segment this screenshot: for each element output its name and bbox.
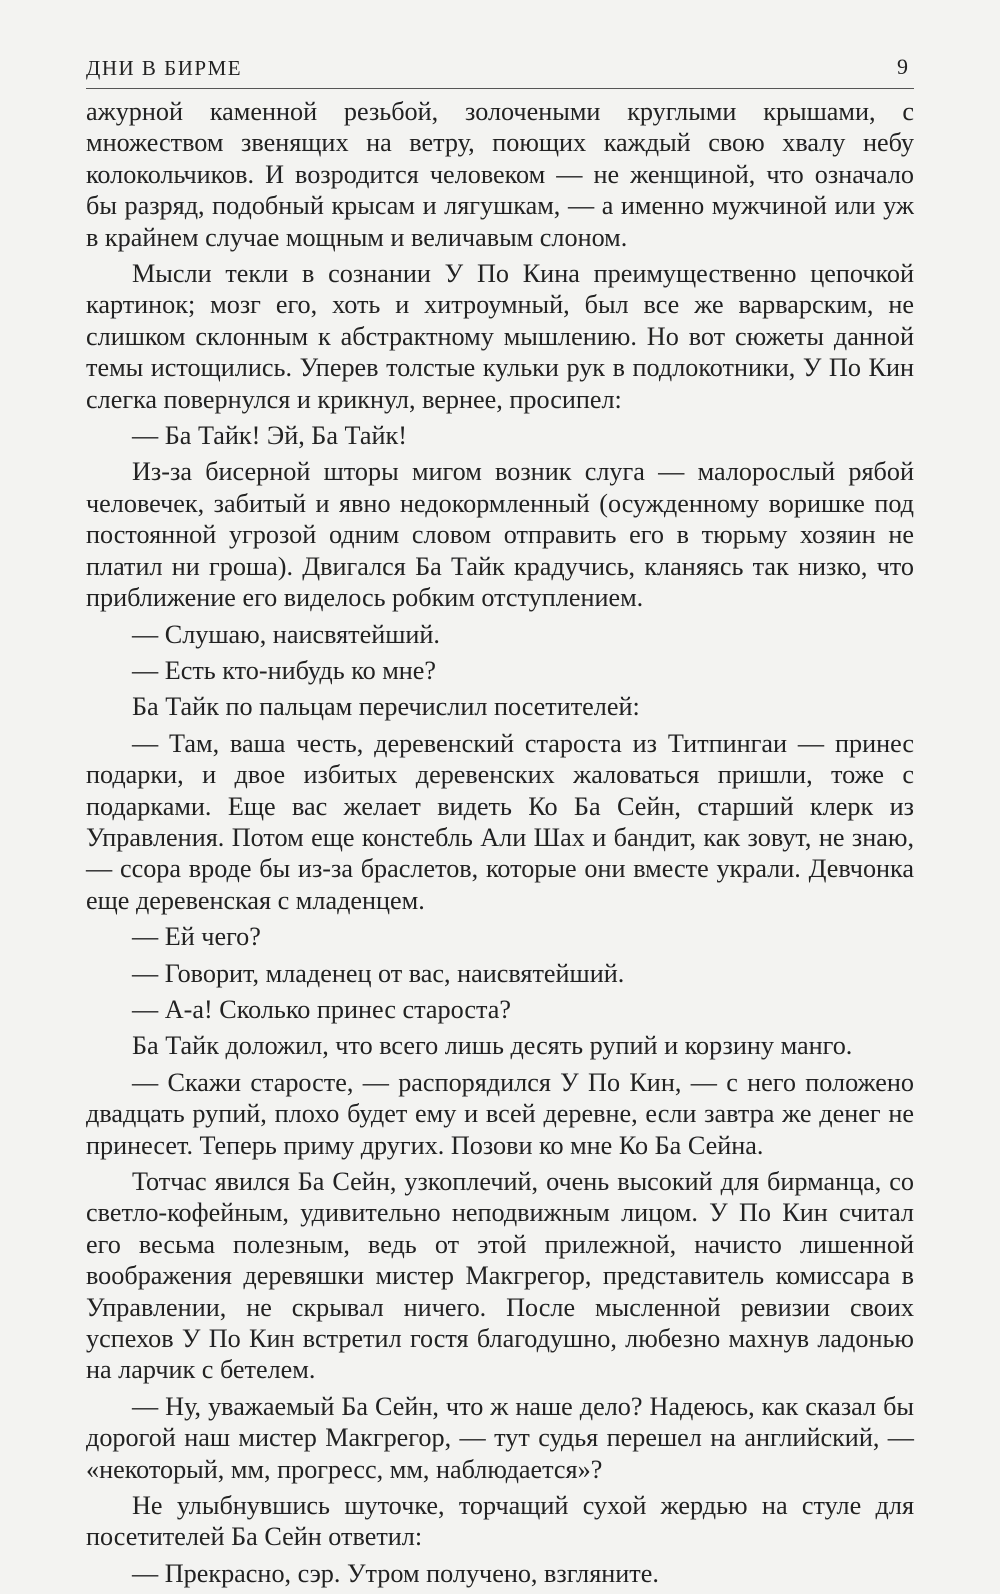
paragraph: Из-за бисерной шторы мигом возник слуга — малорослый рябой человечек, забитый и явно недокормленный (осужденному воришке под постоянной угрозой одним словом отправить его в тюрьму хозяин не платил ни гроша). Двигался Ба Тайк крадучись, кланяясь так низко, что приближение его виделось робким отступлением. xyxy=(86,457,914,613)
paragraph: — Ба Тайк! Эй, Ба Тайк! xyxy=(132,421,407,451)
paragraph: Тотчас явился Ба Сейн, узкоплечий, очень высокий для бирманца, со светло-кофейным, удивительно неподвижным лицом. У По Кин считал его весьма полезным, ведь от этой прилежной, начисто лишенной воображения деревяшки мистер Макгрегор, представитель комиссара в Управлении, не скрывал ничего. После мысленной ревизии своих успехов У По Кин встретил гостя благодушно, любезно махнув ладонью на ларчик с бетелем. xyxy=(86,1167,914,1385)
paragraph: ажурной каменной резьбой, золочеными круглыми крышами, с множеством звенящих на ветру, поющих каждый свою хвалу небу колокольчиков. И возродится человеком — не женщиной, что означало бы разряд, подобный крысам и лягушкам, — а именно мужчиной или уж в крайнем случае мощным и величавым слоном. xyxy=(86,97,914,252)
paragraph: Мысли текли в сознании У По Кина преимущественно цепочкой картинок; мозг его, хоть и хитроумный, был все же варварским, не слишком склонным к абстрактному мышлению. Но вот сюжеты данной темы истощились. Уперев толстые кульки рук в подлокотники, У По Кин слегка повернулся и крикнул, вернее, просипел: xyxy=(86,259,914,414)
paragraph: — Скажи старосте, — распорядился У По Кин, — с него положено двадцать рупий, плохо будет ему и всей деревне, если завтра же денег не принесет. Теперь приму других. Позови ко мне Ко Ба Сейна. xyxy=(86,1067,914,1160)
paragraph: Ба Тайк по пальцам перечислил посетителей: xyxy=(132,692,640,722)
paragraph: — Слушаю, наисвятейший. xyxy=(132,619,440,649)
page-number: 9 xyxy=(897,54,908,79)
body-text xyxy=(86,96,914,1594)
paragraph: — Есть кто-нибудь ко мне? xyxy=(132,655,437,685)
paragraph: — Ну, уважаемый Ба Сейн, что ж наше дело? Надеюсь, как сказал бы дорогой наш мистер Макгрегор, — тут судья перешел на английский, — «некоторый, мм, прогресс, мм, наблюдается»? xyxy=(86,1391,914,1484)
paragraph: — А-а! Сколько принес староста? xyxy=(132,994,511,1024)
paragraph: Не улыбнувшись шуточке, торчащий сухой жердью на стуле для посетителей Ба Сейн ответил: xyxy=(86,1491,914,1552)
paragraph: Ба Тайк доложил, что всего лишь десять рупий и корзину манго. xyxy=(132,1031,853,1061)
paragraph: — Ей чего? xyxy=(132,922,261,952)
paragraph: — Говорит, младенец от вас, наисвятейший. xyxy=(132,958,625,988)
paragraph: — Там, ваша честь, деревенский староста из Титпингаи — принес подарки, и двое избитых деревенских жаловаться пришли, тоже с подарками. Еще вас желает видеть Ко Ба Сейн, старший клерк из Управления. Потом еще констебль Али Шах и бандит, как зовут, не знаю, — ссора вроде бы из-за браслетов, которые они вместе украли. Девчонка еще деревенская с младенцем. xyxy=(86,728,914,915)
running-header xyxy=(86,56,914,89)
paragraph: — Прекрасно, сэр. Утром получено, взгляните. xyxy=(132,1558,659,1588)
running-title: ДНИ В БИРМЕ xyxy=(86,56,243,80)
